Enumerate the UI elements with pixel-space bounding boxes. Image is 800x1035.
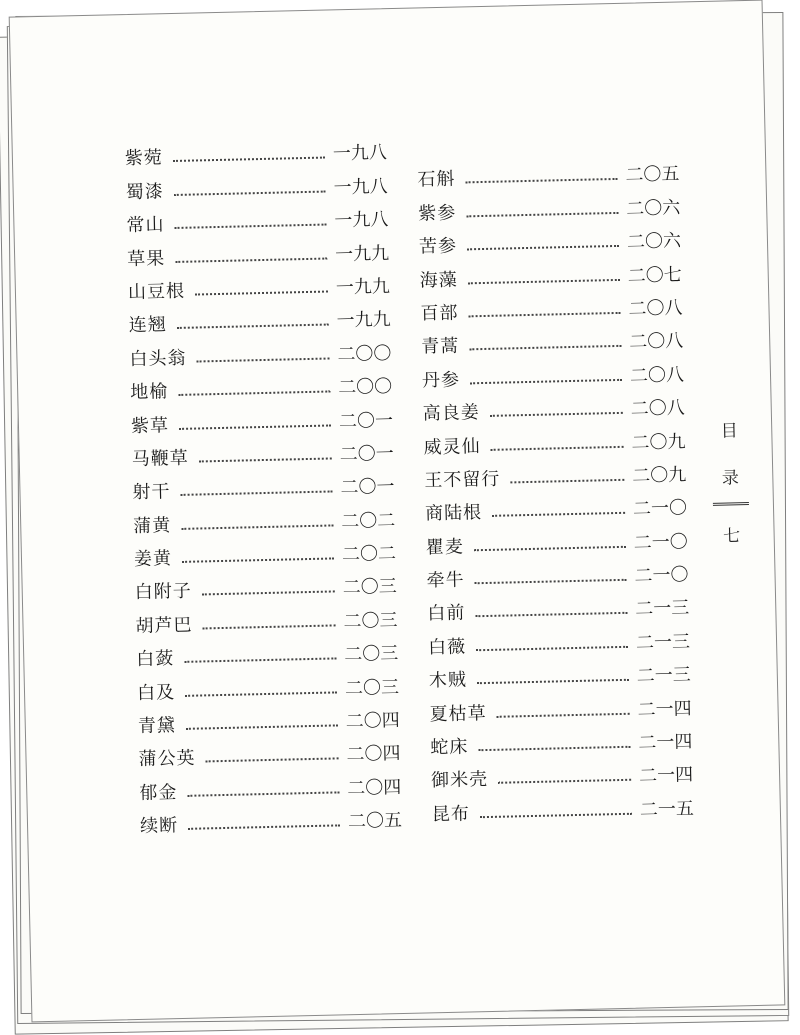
toc-entry <box>127 231 390 270</box>
toc-entry-name: 草果 <box>126 247 166 270</box>
toc-entry <box>131 398 394 437</box>
toc-entry <box>130 365 393 404</box>
toc-entry-name: 木贼 <box>428 669 468 692</box>
toc-entry <box>137 665 400 704</box>
page-number: 七 <box>722 526 741 547</box>
toc-dot-leader <box>476 646 628 651</box>
toc-entry-name: 蜀漆 <box>125 180 164 203</box>
toc-entry-name: 苦参 <box>418 235 458 258</box>
toc-entry <box>424 453 687 492</box>
toc-entry-name: 射干 <box>132 481 171 504</box>
toc-dot-leader <box>474 546 626 551</box>
toc-entry <box>138 732 401 771</box>
toc-entry-page: 二一〇 <box>633 531 689 554</box>
toc-entry <box>429 687 692 726</box>
toc-dot-leader <box>181 524 333 529</box>
toc-entry <box>428 653 691 692</box>
toc-entry-page: 一九八 <box>334 209 389 232</box>
toc-entry-name: 商陆根 <box>424 502 483 525</box>
toc-dot-leader <box>480 813 632 818</box>
toc-entry <box>421 319 684 358</box>
toc-entry-page: 二〇三 <box>342 576 397 599</box>
toc-dot-leader <box>469 345 621 350</box>
toc-dot-leader <box>182 558 334 563</box>
toc-entry-name: 姜黄 <box>133 548 173 571</box>
toc-dot-leader <box>477 679 629 684</box>
toc-entry-page: 二一三 <box>636 664 692 687</box>
toc-entry-name: 百部 <box>420 302 459 325</box>
toc-dot-leader <box>203 624 336 629</box>
toc-entry <box>426 553 689 592</box>
toc-dot-leader <box>475 612 627 617</box>
toc-entry-page: 二〇八 <box>630 397 685 420</box>
toc-entry-name: 紫草 <box>130 414 170 437</box>
toc-entry-name: 胡芦巴 <box>135 614 193 637</box>
toc-right-column <box>417 153 694 827</box>
toc-entry-page: 一九八 <box>332 142 388 165</box>
toc-entry-name: 蒲公英 <box>138 748 196 771</box>
toc-entry-name: 白前 <box>427 602 466 625</box>
toc-entry <box>425 520 688 559</box>
toc-dot-leader <box>206 758 339 763</box>
toc-dot-leader <box>181 491 333 496</box>
toc-entry-page: 二一三 <box>635 631 691 654</box>
toc-entry-name: 续断 <box>139 815 179 838</box>
toc-entry-name: 地榆 <box>130 381 169 404</box>
toc-entry-name: 蛇床 <box>430 736 469 759</box>
toc-entry <box>134 532 397 571</box>
toc-entry-page: 二一〇 <box>634 564 689 587</box>
side-label-char: 录 <box>721 468 740 489</box>
toc-dot-leader <box>202 591 335 596</box>
toc-entry-page: 二〇二 <box>341 543 397 566</box>
toc-entry <box>133 498 396 537</box>
toc-entry-page: 一九八 <box>333 175 388 199</box>
toc-dot-leader <box>469 312 621 317</box>
toc-dot-leader <box>179 424 331 429</box>
toc-entry <box>422 386 685 425</box>
toc-entry-page: 二〇〇 <box>337 342 392 366</box>
toc-dot-leader <box>173 157 325 162</box>
toc-dot-leader <box>178 391 330 396</box>
toc-entry <box>125 165 388 204</box>
toc-entry-page: 二一三 <box>635 597 690 621</box>
toc-entry-name: 连翘 <box>128 314 167 337</box>
book-page <box>9 0 786 1022</box>
toc-dot-leader <box>188 825 340 830</box>
toc-dot-leader <box>468 278 620 283</box>
toc-dot-leader <box>467 245 619 250</box>
toc-dot-leader <box>490 412 623 417</box>
toc-entry-name: 威灵仙 <box>423 435 481 458</box>
toc-entry-name: 紫菀 <box>124 147 164 170</box>
toc-entry <box>425 486 688 525</box>
toc-entry-page: 二〇三 <box>344 643 399 666</box>
toc-dot-leader <box>197 357 330 362</box>
toc-entry-page: 二一五 <box>639 798 695 821</box>
toc-entry <box>417 153 680 192</box>
toc-dot-leader <box>185 691 337 696</box>
toc-dot-leader <box>199 457 332 462</box>
toc-dot-leader <box>478 746 630 751</box>
toc-entry-name: 丹参 <box>421 369 461 392</box>
toc-entry-page: 一九九 <box>335 276 391 299</box>
toc-entry-page: 一九九 <box>336 309 391 332</box>
toc-entry-page: 二〇三 <box>344 676 400 699</box>
toc-entry <box>124 131 387 170</box>
toc-dot-leader <box>470 379 622 384</box>
toc-entry-name: 常山 <box>126 214 165 237</box>
toc-entry-name: 牵牛 <box>426 569 465 592</box>
toc-dot-leader <box>195 290 328 295</box>
toc-entry-page: 二〇五 <box>625 163 680 187</box>
toc-entry <box>129 331 392 370</box>
toc-entry-page: 二〇四 <box>345 710 400 733</box>
toc-entry-name: 白附子 <box>134 581 193 604</box>
toc-entry-page: 二〇六 <box>626 230 682 253</box>
toc-dot-leader <box>466 212 618 217</box>
toc-dot-leader <box>175 224 327 229</box>
toc-entry-page: 二〇〇 <box>337 376 393 399</box>
toc-dot-leader <box>498 779 631 784</box>
toc-entry-name: 蒲黄 <box>133 514 172 537</box>
side-label-char: 目 <box>720 421 739 442</box>
toc-entry <box>427 586 690 625</box>
toc-dot-leader <box>497 712 630 717</box>
toc-entry-name: 白及 <box>136 681 176 704</box>
toc-dot-leader <box>186 724 338 729</box>
toc-entry <box>135 598 398 637</box>
toc-dot-leader <box>175 257 327 262</box>
toc-entry-page: 一九九 <box>334 242 390 265</box>
toc-entry <box>419 253 682 292</box>
toc-entry-page: 二〇四 <box>346 743 401 766</box>
toc-entry-name: 昆布 <box>431 803 471 826</box>
toc-entry-page: 二〇一 <box>339 442 394 466</box>
section-side-label <box>709 416 752 547</box>
toc-entry-name: 白薇 <box>427 636 467 659</box>
toc-entry-page: 二〇九 <box>632 464 687 487</box>
toc-entry-page: 二一四 <box>638 764 694 787</box>
toc-entry-page: 二〇一 <box>340 476 395 499</box>
toc-entry <box>430 720 693 759</box>
toc-entry <box>126 198 389 237</box>
toc-entry-name: 山豆根 <box>127 280 186 303</box>
toc-entry <box>136 632 399 671</box>
toc-entry-page: 二一〇 <box>632 497 688 520</box>
toc-dot-leader <box>177 324 329 329</box>
toc-entry-page: 二〇九 <box>631 430 686 454</box>
toc-entry <box>139 765 402 804</box>
toc-entry-page: 二〇四 <box>347 776 402 800</box>
toc-entry-name: 白头翁 <box>129 347 187 370</box>
toc-entry-page: 二一四 <box>637 698 692 721</box>
toc-dot-leader <box>475 579 627 584</box>
toc-entry-page: 二〇三 <box>343 609 398 633</box>
toc-entry <box>419 219 682 258</box>
side-label-rule <box>713 502 749 508</box>
toc-entry-page: 二〇八 <box>629 364 685 387</box>
toc-entry <box>420 286 683 325</box>
toc-entry-page: 二〇八 <box>628 330 684 354</box>
toc-entry-name: 海藻 <box>419 269 459 291</box>
toc-dot-leader <box>492 512 625 517</box>
toc-entry <box>127 265 390 304</box>
toc-left-column <box>124 131 402 838</box>
toc-dot-leader <box>184 658 336 663</box>
toc-entry <box>422 353 685 392</box>
toc-entry <box>431 787 694 826</box>
toc-entry-page: 二〇一 <box>338 409 394 432</box>
toc-entry-name: 马鞭草 <box>131 447 189 470</box>
toc-entry-name: 郁金 <box>139 781 178 804</box>
toc-entry <box>134 565 397 604</box>
toc-entry-page: 二〇七 <box>627 264 682 287</box>
toc-entry-page: 二一四 <box>638 731 693 754</box>
toc-entry-page: 二〇二 <box>340 509 396 532</box>
toc-entry <box>132 465 395 504</box>
toc-entry <box>128 298 391 337</box>
toc-entry <box>137 699 400 738</box>
toc-dot-leader <box>174 190 326 195</box>
toc-entry-name: 瞿麦 <box>425 536 465 559</box>
toc-dot-leader <box>466 178 618 183</box>
toc-dot-leader <box>510 479 624 484</box>
toc-entry-name: 紫参 <box>418 202 457 225</box>
toc-entry-name: 王不留行 <box>424 468 501 492</box>
toc-entry-name: 青蒿 <box>421 335 460 358</box>
toc-dot-leader <box>491 445 624 450</box>
toc-entry <box>418 186 681 225</box>
toc-entry-name: 夏枯草 <box>429 702 487 725</box>
toc-entry <box>428 620 691 659</box>
toc-entry-name: 御米壳 <box>430 769 489 792</box>
toc-entry-page: 二〇六 <box>625 197 681 220</box>
toc-entry <box>431 753 694 792</box>
toc-entry-name: 高良姜 <box>422 402 481 425</box>
toc-dot-leader <box>187 791 339 796</box>
toc-entry <box>140 799 403 838</box>
toc-entry-page: 二〇五 <box>347 810 403 833</box>
toc-entry <box>131 432 394 471</box>
toc-entry-name: 青黛 <box>137 715 177 737</box>
toc-entry-name: 石斛 <box>417 168 456 191</box>
toc-entry-page: 二〇八 <box>628 297 683 320</box>
toc-entry-name: 白蔹 <box>136 648 175 671</box>
toc-entry <box>423 420 686 459</box>
